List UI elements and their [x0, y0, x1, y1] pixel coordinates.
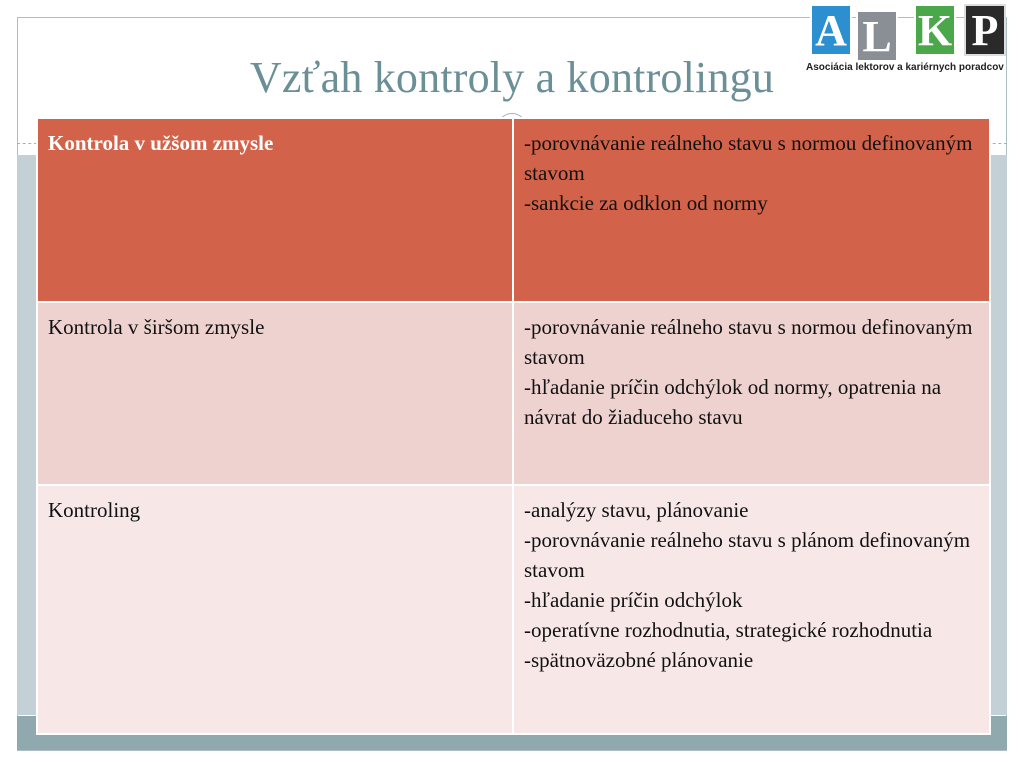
table-row — [37, 302, 990, 485]
logo-tagline: Asociácia lektorov a kariérnych poradcov — [806, 62, 1004, 73]
logo-letter-a: A — [810, 4, 852, 56]
description-line: -analýzy stavu, plánovanie — [524, 498, 749, 522]
row-description — [513, 485, 990, 734]
description-line: -spätnoväzobné plánovanie — [524, 648, 754, 672]
row-label: Kontrola v užšom zmysle — [37, 118, 513, 302]
logo-letter-p: P — [964, 4, 1006, 56]
row-label: Kontrola v širšom zmysle — [37, 302, 513, 485]
table-row — [37, 485, 990, 734]
row-label: Kontroling — [37, 485, 513, 734]
comparison-table — [36, 117, 991, 735]
slide-title: Vzťah kontroly a kontrolingu — [249, 53, 775, 102]
description-line: -hľadanie príčin odchýlok — [524, 588, 743, 612]
alkp-logo — [806, 0, 1024, 88]
logo-letter-l: L — [856, 10, 898, 62]
description-line: -hľadanie príčin odchýlok od normy, opatrenia na návrat do žiaduceho stavu — [524, 375, 942, 429]
row-description — [513, 302, 990, 485]
divider-line-left — [17, 143, 37, 144]
description-line: -sankcie za odklon od normy — [524, 191, 768, 215]
description-line: -porovnávanie reálneho stavu s normou definovaným stavom — [524, 315, 973, 369]
table-row — [37, 118, 990, 302]
logo-letter-k: K — [914, 4, 956, 56]
row-description — [513, 118, 990, 302]
description-line: -operatívne rozhodnutia, strategické rozhodnutia — [524, 618, 933, 642]
description-line: -porovnávanie reálneho stavu s plánom definovaným stavom — [524, 528, 971, 582]
description-line: -porovnávanie reálneho stavu s normou definovaným stavom — [524, 131, 973, 185]
